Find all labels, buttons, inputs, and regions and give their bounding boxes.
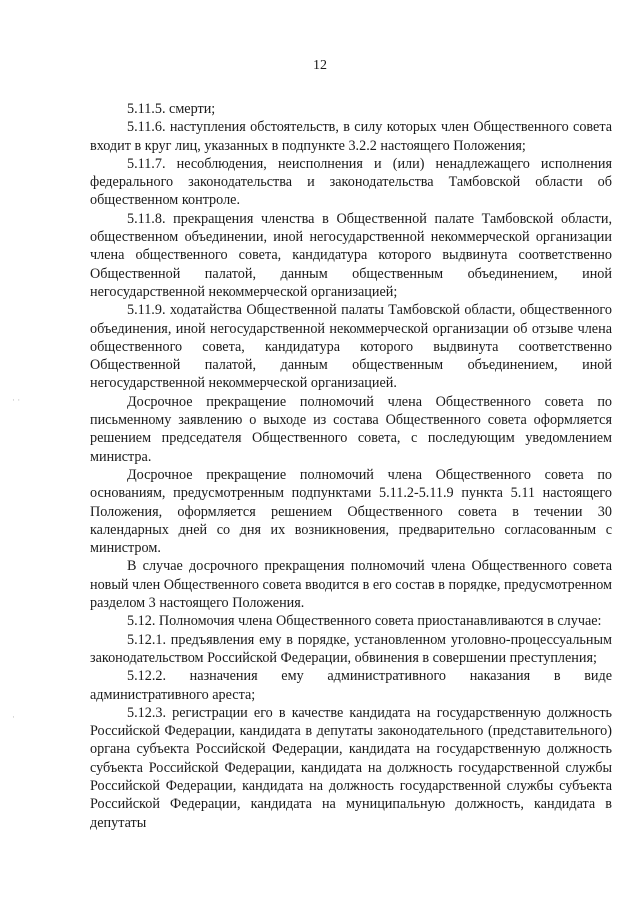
paragraph-5-12-1: 5.12.1. предъявления ему в порядке, установленном уголовно-процессуальным законодательством Российской Федерации, обвинения в совершении преступления; <box>90 631 612 666</box>
page-number: 12 <box>313 58 327 73</box>
paragraph-5-11-5: 5.11.5. смерти; <box>127 101 216 117</box>
paragraph-5-12: 5.12. Полномочия члена Общественного совета приостанавливаются в случае: <box>127 613 602 630</box>
document-body <box>90 100 612 832</box>
paragraph-5-12-2: 5.12.2. назначения ему административного наказания в виде административного ареста; <box>90 668 612 703</box>
scan-mark: · · <box>12 395 21 405</box>
paragraph-new-member: В случае досрочного прекращения полномочий члена Общественного совета новый член Общественного совета вводится в его состав в порядке, предусмотренном разделом 3 настоящего Положения. <box>90 558 612 612</box>
paragraph-5-11-6: 5.11.6. наступления обстоятельств, в силу которых член Общественного совета входит в круг лиц, указанных в подпункте 3.2.2 настоящего Положения; <box>90 119 612 154</box>
paragraph-5-11-9: 5.11.9. ходатайства Общественной палаты Тамбовской области, общественного объединения, иной негосударственной некоммерческой организации об отзыве члена общественного совета, кандидатура которого выдвинута соответственно Общественной палатой, данным общественным объединением, иной негосударственной некоммерческой организацией. <box>90 302 612 392</box>
paragraph-early-termination-by-request: Досрочное прекращение полномочий члена Общественного совета по письменному заявлению о выходе из состава Общественного совета оформляется решением председателя Общественного совета, с последующим уведомлением министра. <box>90 393 612 465</box>
paragraph-5-12-3: 5.12.3. регистрации его в качестве кандидата на государственную должность Российской Федерации, кандидата в депутаты законодательного (представительного) органа субъекта Российской Федерации, кандидата на государственную должность субъекта Российской Федерации, кандидата на должность государственной службы Российской Федерации, кандидата на должность государственной службы субъекта Российской Федерации, кандидата на муниципальную должность, кандидата в депутаты <box>90 704 612 831</box>
paragraph-5-11-8: 5.11.8. прекращения членства в Общественной палате Тамбовской области, общественном объединении, иной негосударственной некоммерческой организации члена общественного совета, кандидатура которого выдвинута соответственно Общественной палатой, данным общественным объединением, иной негосударственной некоммерческой организацией; <box>90 210 612 300</box>
paragraph-early-termination-by-grounds: Досрочное прекращение полномочий члена Общественного совета по основаниям, предусмотренным подпунктами 5.11.2-5.11.9 пункта 5.11 настоящего Положения, оформляется решением Общественного совета в течении 30 календарных дней со дня их возникновения, предварительно согласованным с министром. <box>90 466 612 557</box>
scan-mark: · <box>12 712 15 722</box>
paragraph-5-11-7: 5.11.7. несоблюдения, неисполнения и (или) ненадлежащего исполнения федерального законодательства и законодательства Тамбовской области об общественном контроле. <box>90 155 612 209</box>
